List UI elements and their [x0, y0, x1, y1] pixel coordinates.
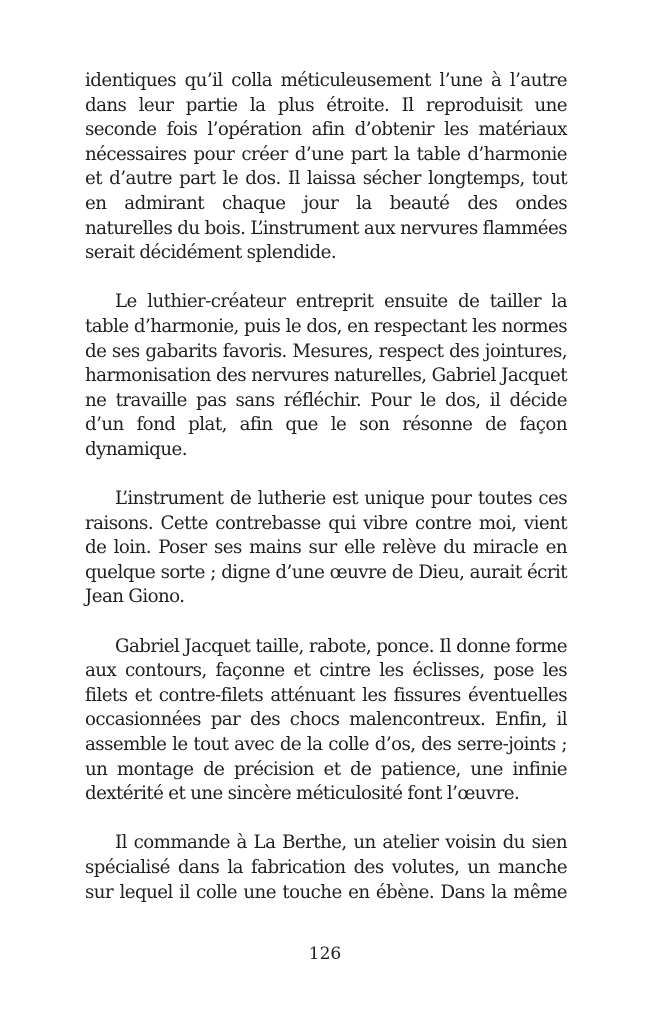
body-text	[85, 69, 567, 930]
paragraph-assemblage: Gabriel Jacquet taille, rabote, ponce. Il donne forme aux contours, façonne et cintre les éclisses, pose les filets et contre-filets atténuant les fissures éventuelles occasionnées par des chocs malencontreux. Enfin, il assemble le tout avec de la colle d’os, des serre-joints ; un montage de précision et de patience, une infinie dextérité et une sincère méticulosité font l’œuvre.	[85, 635, 567, 805]
paragraph-continuation: identiques qu’il colla méticuleusement l’une à l’autre dans leur partie la plus étroite. Il reproduisit une seconde fois l’opération afin d’obtenir les matériaux nécessaires pour créer d’une part la table d’harmonie et d’autre part le dos. Il laissa sécher longtemps, tout en admirant chaque jour la beauté des ondes naturelles du bois. L’instrument aux nervures flammées serait décidément splendide.	[85, 70, 567, 264]
paragraph-table-harmonie: Le luthier-créateur entreprit ensuite de tailler la table d’harmonie, puis le dos, en respectant les normes de ses gabarits favoris. Mesures, respect des jointures, harmonisation des nervures naturelles, Gabriel Jacquet ne travaille pas sans réfléchir. Pour le dos, il décide d’un fond plat, afin que le son résonne de façon dynamique.	[85, 291, 567, 460]
paragraph-manche: Il commande à La Berthe, un atelier voisin du sien spécialisé dans la fabrication des volutes, un manche sur lequel il colle une touche en ébène. Dans la même	[85, 832, 567, 903]
page-number: 126	[308, 944, 342, 964]
paragraph-instrument-unique: L’instrument de lutherie est unique pour toutes ces raisons. Cette contrebasse qui vibre contre moi, vient de loin. Poser ses mains sur elle relève du miracle en quelque sorte ; digne d’une œuvre de Dieu, aurait écrit Jean Giono.	[85, 488, 567, 608]
